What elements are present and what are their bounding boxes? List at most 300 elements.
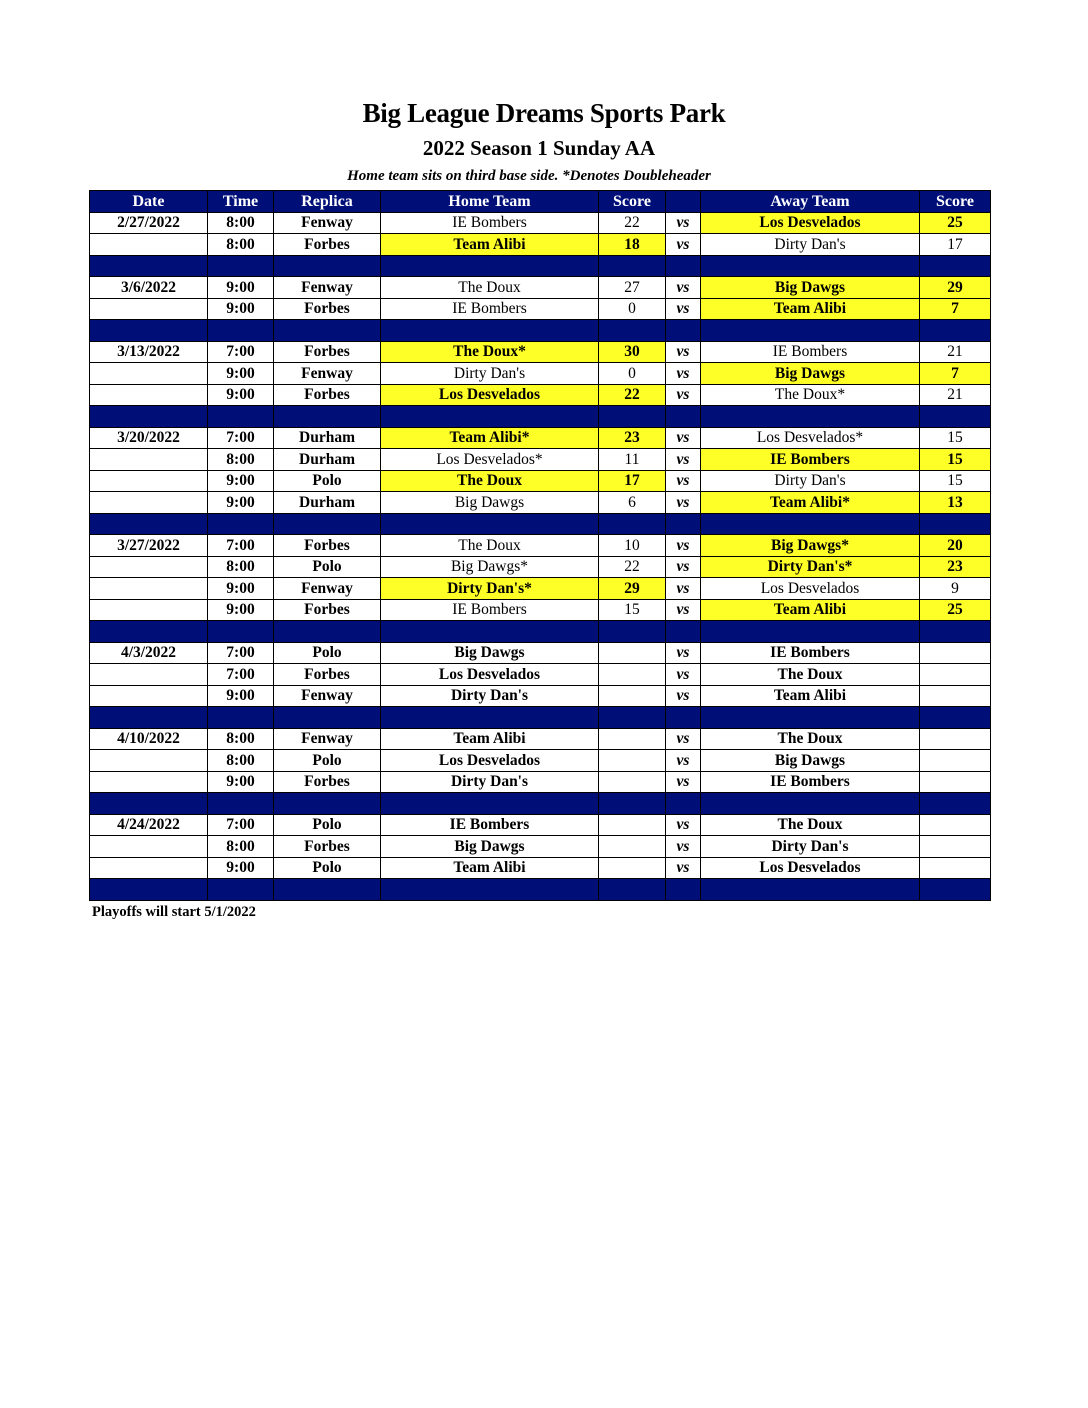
vs-label: vs	[666, 836, 701, 858]
vs-label: vs	[666, 535, 701, 557]
table-row	[90, 750, 991, 772]
separator-cell	[90, 406, 208, 428]
home-team: Los Desvelados*	[381, 449, 599, 471]
home-score: 22	[599, 384, 666, 406]
game-date: 3/27/2022	[90, 535, 208, 557]
table-row	[90, 771, 991, 793]
schedule-table	[89, 190, 991, 901]
vs-label: vs	[666, 470, 701, 492]
table-row	[90, 470, 991, 492]
home-score: 11	[599, 449, 666, 471]
table-row	[90, 728, 991, 750]
game-replica: Durham	[274, 449, 381, 471]
separator-cell	[274, 793, 381, 815]
game-date	[90, 857, 208, 879]
separator-cell	[666, 406, 701, 428]
header-row	[90, 191, 991, 213]
game-replica: Polo	[274, 642, 381, 664]
table-row	[90, 449, 991, 471]
home-team: Los Desvelados	[381, 750, 599, 772]
week-separator	[90, 255, 991, 277]
away-team: Dirty Dan's	[701, 470, 920, 492]
separator-cell	[381, 513, 599, 535]
col-away-score: Score	[920, 191, 991, 213]
vs-label: vs	[666, 427, 701, 449]
away-score	[920, 814, 991, 836]
away-score: 21	[920, 341, 991, 363]
game-replica: Forbes	[274, 535, 381, 557]
home-score	[599, 728, 666, 750]
home-score	[599, 814, 666, 836]
separator-cell	[381, 879, 599, 901]
home-team: Big Dawgs	[381, 492, 599, 514]
home-team: The Doux	[381, 535, 599, 557]
away-team: IE Bombers	[701, 449, 920, 471]
game-date: 4/24/2022	[90, 814, 208, 836]
home-team: IE Bombers	[381, 212, 599, 234]
game-time: 9:00	[208, 685, 274, 707]
away-team: Team Alibi	[701, 298, 920, 320]
game-replica: Durham	[274, 427, 381, 449]
separator-cell	[90, 320, 208, 342]
week-separator	[90, 320, 991, 342]
separator-cell	[208, 879, 274, 901]
col-away-team: Away Team	[701, 191, 920, 213]
away-team: The Doux	[701, 814, 920, 836]
home-team: Dirty Dan's*	[381, 578, 599, 600]
vs-label: vs	[666, 384, 701, 406]
vs-label: vs	[666, 685, 701, 707]
vs-label: vs	[666, 857, 701, 879]
away-team: Dirty Dan's	[701, 836, 920, 858]
away-score: 29	[920, 277, 991, 299]
week-separator	[90, 707, 991, 729]
home-score: 22	[599, 556, 666, 578]
table-row	[90, 578, 991, 600]
separator-cell	[666, 320, 701, 342]
game-date	[90, 556, 208, 578]
week-separator	[90, 513, 991, 535]
away-team: Los Desvelados	[701, 857, 920, 879]
home-score: 10	[599, 535, 666, 557]
away-team: Dirty Dan's	[701, 234, 920, 256]
table-row	[90, 556, 991, 578]
col-date: Date	[90, 191, 208, 213]
away-team: Los Desvelados*	[701, 427, 920, 449]
game-date: 4/3/2022	[90, 642, 208, 664]
away-team: IE Bombers	[701, 771, 920, 793]
game-date	[90, 599, 208, 621]
table-row	[90, 642, 991, 664]
game-replica: Forbes	[274, 771, 381, 793]
game-time: 8:00	[208, 234, 274, 256]
table-row	[90, 363, 991, 385]
game-time: 7:00	[208, 341, 274, 363]
game-time: 9:00	[208, 470, 274, 492]
home-team: IE Bombers	[381, 599, 599, 621]
separator-cell	[599, 513, 666, 535]
separator-cell	[666, 255, 701, 277]
separator-cell	[599, 320, 666, 342]
separator-cell	[274, 879, 381, 901]
separator-cell	[208, 621, 274, 643]
game-time: 7:00	[208, 427, 274, 449]
home-team: Big Dawgs	[381, 836, 599, 858]
separator-cell	[208, 255, 274, 277]
away-score: 20	[920, 535, 991, 557]
separator-cell	[274, 513, 381, 535]
table-row	[90, 277, 991, 299]
away-score	[920, 664, 991, 686]
separator-cell	[920, 320, 991, 342]
game-replica: Polo	[274, 470, 381, 492]
game-date	[90, 771, 208, 793]
game-time: 9:00	[208, 363, 274, 385]
away-score: 23	[920, 556, 991, 578]
vs-label: vs	[666, 750, 701, 772]
game-replica: Polo	[274, 857, 381, 879]
table-row	[90, 427, 991, 449]
home-score: 29	[599, 578, 666, 600]
separator-cell	[208, 513, 274, 535]
separator-cell	[274, 406, 381, 428]
away-team: Los Desvelados	[701, 578, 920, 600]
separator-cell	[701, 879, 920, 901]
away-score	[920, 642, 991, 664]
col-home-score: Score	[599, 191, 666, 213]
home-score: 23	[599, 427, 666, 449]
home-score: 15	[599, 599, 666, 621]
separator-cell	[381, 255, 599, 277]
game-time: 8:00	[208, 556, 274, 578]
away-team: Los Desvelados	[701, 212, 920, 234]
away-score: 15	[920, 449, 991, 471]
game-replica: Fenway	[274, 728, 381, 750]
separator-cell	[599, 879, 666, 901]
game-replica: Durham	[274, 492, 381, 514]
away-team: Big Dawgs	[701, 277, 920, 299]
game-date: 4/10/2022	[90, 728, 208, 750]
table-row	[90, 492, 991, 514]
vs-label: vs	[666, 277, 701, 299]
vs-label: vs	[666, 298, 701, 320]
game-date	[90, 836, 208, 858]
vs-label: vs	[666, 771, 701, 793]
separator-cell	[90, 793, 208, 815]
home-score	[599, 836, 666, 858]
game-date	[90, 449, 208, 471]
separator-cell	[208, 320, 274, 342]
home-team: Big Dawgs	[381, 642, 599, 664]
home-team: Los Desvelados	[381, 664, 599, 686]
game-replica: Fenway	[274, 578, 381, 600]
home-score: 17	[599, 470, 666, 492]
away-team: The Doux	[701, 664, 920, 686]
table-row	[90, 234, 991, 256]
separator-cell	[90, 621, 208, 643]
doubleheader-note: Home team sits on third base side. *Denotes Doubleheader	[347, 168, 711, 184]
separator-cell	[208, 406, 274, 428]
home-team: Dirty Dan's	[381, 771, 599, 793]
separator-cell	[701, 793, 920, 815]
game-time: 8:00	[208, 212, 274, 234]
home-team: Los Desvelados	[381, 384, 599, 406]
table-row	[90, 341, 991, 363]
home-team: IE Bombers	[381, 298, 599, 320]
home-team: IE Bombers	[381, 814, 599, 836]
game-time: 7:00	[208, 642, 274, 664]
away-team: Big Dawgs	[701, 363, 920, 385]
home-score: 27	[599, 277, 666, 299]
away-score: 25	[920, 212, 991, 234]
separator-cell	[90, 879, 208, 901]
separator-cell	[920, 513, 991, 535]
away-score	[920, 771, 991, 793]
schedule-body	[90, 212, 991, 900]
separator-cell	[381, 320, 599, 342]
table-row	[90, 298, 991, 320]
game-date	[90, 578, 208, 600]
game-replica: Forbes	[274, 384, 381, 406]
game-time: 9:00	[208, 578, 274, 600]
away-team: The Doux	[701, 728, 920, 750]
away-score: 21	[920, 384, 991, 406]
game-date	[90, 384, 208, 406]
table-row	[90, 599, 991, 621]
separator-cell	[701, 621, 920, 643]
separator-cell	[666, 621, 701, 643]
separator-cell	[599, 255, 666, 277]
home-score: 0	[599, 298, 666, 320]
page-title: Big League Dreams Sports Park	[362, 98, 726, 128]
game-time: 7:00	[208, 535, 274, 557]
game-time: 9:00	[208, 771, 274, 793]
vs-label: vs	[666, 449, 701, 471]
separator-cell	[920, 621, 991, 643]
game-time: 8:00	[208, 750, 274, 772]
game-time: 7:00	[208, 664, 274, 686]
home-team: The Doux*	[381, 341, 599, 363]
away-score: 17	[920, 234, 991, 256]
season-subtitle: 2022 Season 1 Sunday AA	[422, 136, 656, 160]
separator-cell	[274, 320, 381, 342]
vs-label: vs	[666, 664, 701, 686]
game-time: 8:00	[208, 836, 274, 858]
separator-cell	[599, 707, 666, 729]
away-score: 15	[920, 470, 991, 492]
week-separator	[90, 621, 991, 643]
separator-cell	[599, 406, 666, 428]
vs-label: vs	[666, 642, 701, 664]
separator-cell	[208, 793, 274, 815]
separator-cell	[381, 793, 599, 815]
week-separator	[90, 793, 991, 815]
separator-cell	[920, 879, 991, 901]
away-score	[920, 728, 991, 750]
home-team: Team Alibi	[381, 857, 599, 879]
away-team: Big Dawgs	[701, 750, 920, 772]
separator-cell	[666, 793, 701, 815]
game-date	[90, 750, 208, 772]
away-score: 7	[920, 298, 991, 320]
separator-cell	[920, 793, 991, 815]
home-team: The Doux	[381, 470, 599, 492]
separator-cell	[274, 621, 381, 643]
separator-cell	[920, 707, 991, 729]
separator-cell	[666, 513, 701, 535]
game-date: 3/13/2022	[90, 341, 208, 363]
game-replica: Forbes	[274, 341, 381, 363]
separator-cell	[920, 255, 991, 277]
game-time: 9:00	[208, 298, 274, 320]
away-team: Dirty Dan's*	[701, 556, 920, 578]
away-score	[920, 836, 991, 858]
away-score	[920, 685, 991, 707]
game-time: 8:00	[208, 728, 274, 750]
home-score: 30	[599, 341, 666, 363]
vs-label: vs	[666, 578, 701, 600]
table-row	[90, 814, 991, 836]
playoffs-note: Playoffs will start 5/1/2022	[92, 904, 256, 920]
home-score	[599, 857, 666, 879]
game-replica: Fenway	[274, 277, 381, 299]
away-team: The Doux*	[701, 384, 920, 406]
game-replica: Forbes	[274, 234, 381, 256]
col-home-team: Home Team	[381, 191, 599, 213]
separator-cell	[381, 406, 599, 428]
away-score: 13	[920, 492, 991, 514]
game-replica: Fenway	[274, 363, 381, 385]
table-row	[90, 857, 991, 879]
game-time: 9:00	[208, 384, 274, 406]
separator-cell	[701, 406, 920, 428]
game-date	[90, 363, 208, 385]
col-replica: Replica	[274, 191, 381, 213]
home-score: 6	[599, 492, 666, 514]
table-row	[90, 685, 991, 707]
table-row	[90, 212, 991, 234]
vs-label: vs	[666, 814, 701, 836]
away-score: 9	[920, 578, 991, 600]
away-team: Big Dawgs*	[701, 535, 920, 557]
away-team: Team Alibi	[701, 599, 920, 621]
vs-label: vs	[666, 341, 701, 363]
separator-cell	[208, 707, 274, 729]
home-score	[599, 685, 666, 707]
home-team: Team Alibi	[381, 728, 599, 750]
vs-label: vs	[666, 728, 701, 750]
game-replica: Forbes	[274, 664, 381, 686]
week-separator	[90, 406, 991, 428]
game-replica: Polo	[274, 556, 381, 578]
game-replica: Polo	[274, 750, 381, 772]
game-date	[90, 298, 208, 320]
home-score: 22	[599, 212, 666, 234]
game-time: 9:00	[208, 492, 274, 514]
home-team: Dirty Dan's	[381, 363, 599, 385]
game-replica: Forbes	[274, 599, 381, 621]
game-replica: Forbes	[274, 836, 381, 858]
table-row	[90, 836, 991, 858]
separator-cell	[274, 255, 381, 277]
away-score	[920, 857, 991, 879]
away-team: IE Bombers	[701, 642, 920, 664]
col-time: Time	[208, 191, 274, 213]
game-date	[90, 470, 208, 492]
separator-cell	[274, 707, 381, 729]
game-date	[90, 492, 208, 514]
separator-cell	[701, 320, 920, 342]
home-team: Big Dawgs*	[381, 556, 599, 578]
game-date	[90, 685, 208, 707]
week-separator	[90, 879, 991, 901]
game-replica: Fenway	[274, 685, 381, 707]
vs-label: vs	[666, 212, 701, 234]
table-row	[90, 535, 991, 557]
game-date	[90, 664, 208, 686]
away-team: Team Alibi	[701, 685, 920, 707]
game-replica: Forbes	[274, 298, 381, 320]
table-row	[90, 664, 991, 686]
game-date	[90, 234, 208, 256]
away-score: 7	[920, 363, 991, 385]
vs-label: vs	[666, 492, 701, 514]
vs-label: vs	[666, 556, 701, 578]
home-score	[599, 664, 666, 686]
game-time: 9:00	[208, 277, 274, 299]
away-score: 25	[920, 599, 991, 621]
separator-cell	[701, 255, 920, 277]
home-score: 0	[599, 363, 666, 385]
home-score	[599, 771, 666, 793]
home-score	[599, 750, 666, 772]
home-team: The Doux	[381, 277, 599, 299]
separator-cell	[90, 513, 208, 535]
game-time: 8:00	[208, 449, 274, 471]
home-team: Team Alibi	[381, 234, 599, 256]
col-vs	[666, 191, 701, 213]
separator-cell	[666, 879, 701, 901]
away-score: 15	[920, 427, 991, 449]
game-time: 9:00	[208, 857, 274, 879]
table-row	[90, 384, 991, 406]
separator-cell	[599, 621, 666, 643]
separator-cell	[701, 707, 920, 729]
home-score: 18	[599, 234, 666, 256]
separator-cell	[381, 707, 599, 729]
separator-cell	[90, 255, 208, 277]
vs-label: vs	[666, 599, 701, 621]
vs-label: vs	[666, 234, 701, 256]
separator-cell	[90, 707, 208, 729]
separator-cell	[920, 406, 991, 428]
separator-cell	[599, 793, 666, 815]
game-time: 7:00	[208, 814, 274, 836]
separator-cell	[666, 707, 701, 729]
home-team: Team Alibi*	[381, 427, 599, 449]
game-date: 3/20/2022	[90, 427, 208, 449]
home-score	[599, 642, 666, 664]
game-replica: Polo	[274, 814, 381, 836]
away-team: Team Alibi*	[701, 492, 920, 514]
home-team: Dirty Dan's	[381, 685, 599, 707]
game-date: 2/27/2022	[90, 212, 208, 234]
vs-label: vs	[666, 363, 701, 385]
game-date: 3/6/2022	[90, 277, 208, 299]
game-replica: Fenway	[274, 212, 381, 234]
away-score	[920, 750, 991, 772]
away-team: IE Bombers	[701, 341, 920, 363]
